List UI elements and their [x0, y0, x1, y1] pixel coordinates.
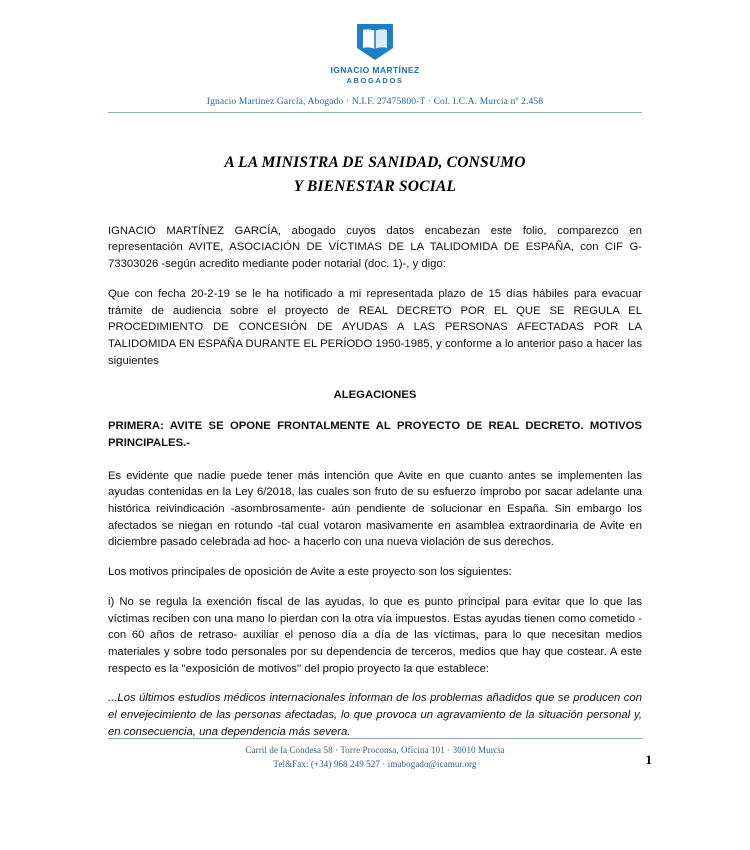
paragraph-quote-exposicion: ...Los últimos estudios médicos internacionales informan de los problemas añadidos que se producen con el envejecimiento de las personas afectadas, lo que provoca un agravamiento de la situación personal y, en consecuencia, una dependencia más severa.: [108, 692, 642, 738]
page-number: 1: [645, 752, 652, 767]
header-divider: [108, 112, 642, 113]
shield-book-logo-icon: [353, 22, 397, 62]
document-body: [108, 223, 642, 741]
page-title-line-1: A LA MINISTRA DE SANIDAD, CONSUMO: [224, 153, 526, 171]
page-title-line-2: Y BIENESTAR SOCIAL: [293, 177, 457, 195]
section-heading-alegaciones: ALEGACIONES: [333, 389, 417, 402]
footer-divider: [108, 738, 642, 739]
paragraph-primera-heading: PRIMERA: AVITE SE OPONE FRONTALMENTE AL PROYECTO DE REAL DECRETO. MOTIVOS PRINCIPALES.-: [108, 420, 642, 449]
paragraph-intro: IGNACIO MARTÍNEZ GARCÍA, abogado cuyos datos encabezan este folio, comparezco en representación AVITE, ASOCIACIÓN DE VÍCTIMAS DE LA TALIDOMIDA DE ESPAÑA, con CIF G-73303026 -según acredito mediante poder notarial (doc. 1)-, y digo:: [108, 224, 642, 271]
letterhead: [108, 0, 642, 113]
footer-address: Carril de la Condesa 58 · Torre Proconsa, Oficina 101 · 30010 Murcia: [245, 745, 505, 756]
firm-name: IGNACIO MARTÍNEZ: [330, 65, 420, 75]
page-title: [108, 151, 642, 199]
firm-logo: [108, 22, 642, 85]
paragraph-notification: Que con fecha 20-2-19 se le ha notificado a mi representada plazo de 15 días hábiles para evacuar trámite de audiencia sobre el proyecto de REAL DECRETO POR EL QUE SE REGULA EL PROCEDIMIENTO DE CONCESIÓN DE AYUDAS A LAS PERSONAS AFECTADAS POR LA TALIDOMIDA EN ESPAÑA DURANTE EL PERÍODO 1950-1985, y conforme a lo anterior paso a hacer las siguientes: [108, 287, 642, 367]
paragraph-item-i: i) No se regula la exención fiscal de las ayudas, lo que es punto principal para evitar que lo que las víctimas reciben con una mano lo pierdan con la otra vía impuestos. Estas ayudas tienen como cometido -con 60 años de retraso- auxiliar el penoso día a día de las víctimas, para lo que necesitan medios materiales y sobre todo personales por su dependencia de terceros, medios que hay que costear. A este respecto es la ''exposición de motivos'' del propio proyecto la que establece:: [108, 595, 642, 675]
paragraph-opposition: Es evidente que nadie puede tener más intención que Avite en que cuanto antes se implementen las ayudas contenidas en la Ley 6/2018, las cuales son fruto de su esfuerzo ímprobo por sacar adelante una histórica reivindicación -asombrosamente- aún pendiente de solucionar en España. Sin embargo los afectados se niegan en rotundo -tal cual votaron masivamente en asamblea extraordinaria de Avite en diciembre pasado celebrada ad hoc- a hacerlo con una nueva violación de sus derechos.: [108, 469, 642, 549]
firm-subtitle: ABOGADOS: [346, 75, 404, 85]
lawyer-credentials-line: Ignacio Martínez García, Abogado · N.I.F. 27475800-T · Col. I.C.A. Murcia nº 2.458: [206, 96, 544, 107]
paragraph-motivos-intro: Los motivos principales de oposición de Avite a este proyecto son los siguientes:: [108, 566, 512, 579]
footer-contact: Tel&Fax: (+34) 968 249 527 · imabogado@icamur.org: [273, 759, 477, 770]
footer: [108, 738, 642, 772]
